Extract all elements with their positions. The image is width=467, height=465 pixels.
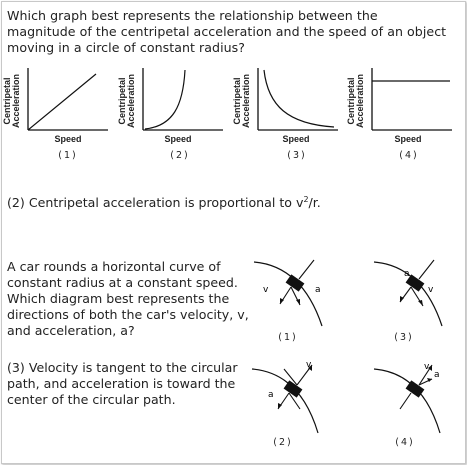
diagram-1-number: (1) — [278, 332, 298, 343]
svg-text:a: a — [404, 269, 410, 279]
graph-3 — [232, 66, 343, 166]
diagram-1 — [252, 258, 342, 330]
svg-text:v: v — [306, 360, 312, 370]
diagram-3-number: (3) — [394, 332, 414, 343]
question-2-text: A car rounds a horizontal curve of constant radius at a constant speed. Which diagram best represents the directions of both the car's velocity, v, and acceleration, a? — [7, 259, 249, 338]
graph-3-xlabel: Speed — [282, 134, 310, 144]
answer-1-text: (2) Centripetal acceleration is proportional to $v^2/r$. — [7, 195, 321, 211]
answer-2-text: (3) Velocity is tangent to the circular path, and acceleration is toward the center of the circular path. — [7, 360, 238, 407]
diagram-3 — [372, 258, 462, 330]
graph-1-plot — [8, 66, 113, 136]
diagram-2 — [250, 355, 340, 435]
graph-4-number: (4) — [399, 150, 419, 161]
svg-text:v: v — [424, 362, 430, 372]
graph-1-ylabel: Centripetal Acceleration — [2, 73, 21, 129]
graph-4-xlabel: Speed — [394, 134, 422, 144]
graph-3-plot — [238, 66, 343, 136]
svg-text:a: a — [434, 370, 440, 380]
graph-2-ylabel: Centripetal Acceleration — [117, 73, 136, 129]
svg-text:a: a — [268, 390, 274, 400]
graph-2-xlabel: Speed — [164, 134, 192, 144]
diagram-4-number: (4) — [395, 437, 415, 448]
svg-text:a: a — [315, 285, 321, 295]
graph-1-xlabel: Speed — [54, 134, 82, 144]
graph-3-number: (3) — [287, 150, 307, 161]
answer-1-superscript: 2 — [303, 195, 309, 204]
graph-2 — [117, 66, 228, 166]
graph-1-number: (1) — [58, 150, 78, 161]
question-1-text: Which graph best represents the relationship between the magnitude of the centripetal acceleration and the speed of an object moving in a circle of constant radius? — [7, 8, 447, 55]
graph-4-plot — [352, 66, 457, 136]
graph-3-ylabel: Centripetal Acceleration — [232, 73, 251, 129]
graph-4 — [346, 66, 457, 166]
graph-2-number: (2) — [170, 150, 190, 161]
graph-1 — [2, 66, 113, 166]
graph-4-ylabel: Centripetal Acceleration — [346, 73, 365, 129]
diagram-2-number: (2) — [273, 437, 293, 448]
svg-text:v: v — [263, 285, 269, 295]
svg-text:v: v — [428, 285, 434, 295]
graph-2-plot — [123, 66, 228, 136]
diagram-4 — [372, 355, 462, 435]
